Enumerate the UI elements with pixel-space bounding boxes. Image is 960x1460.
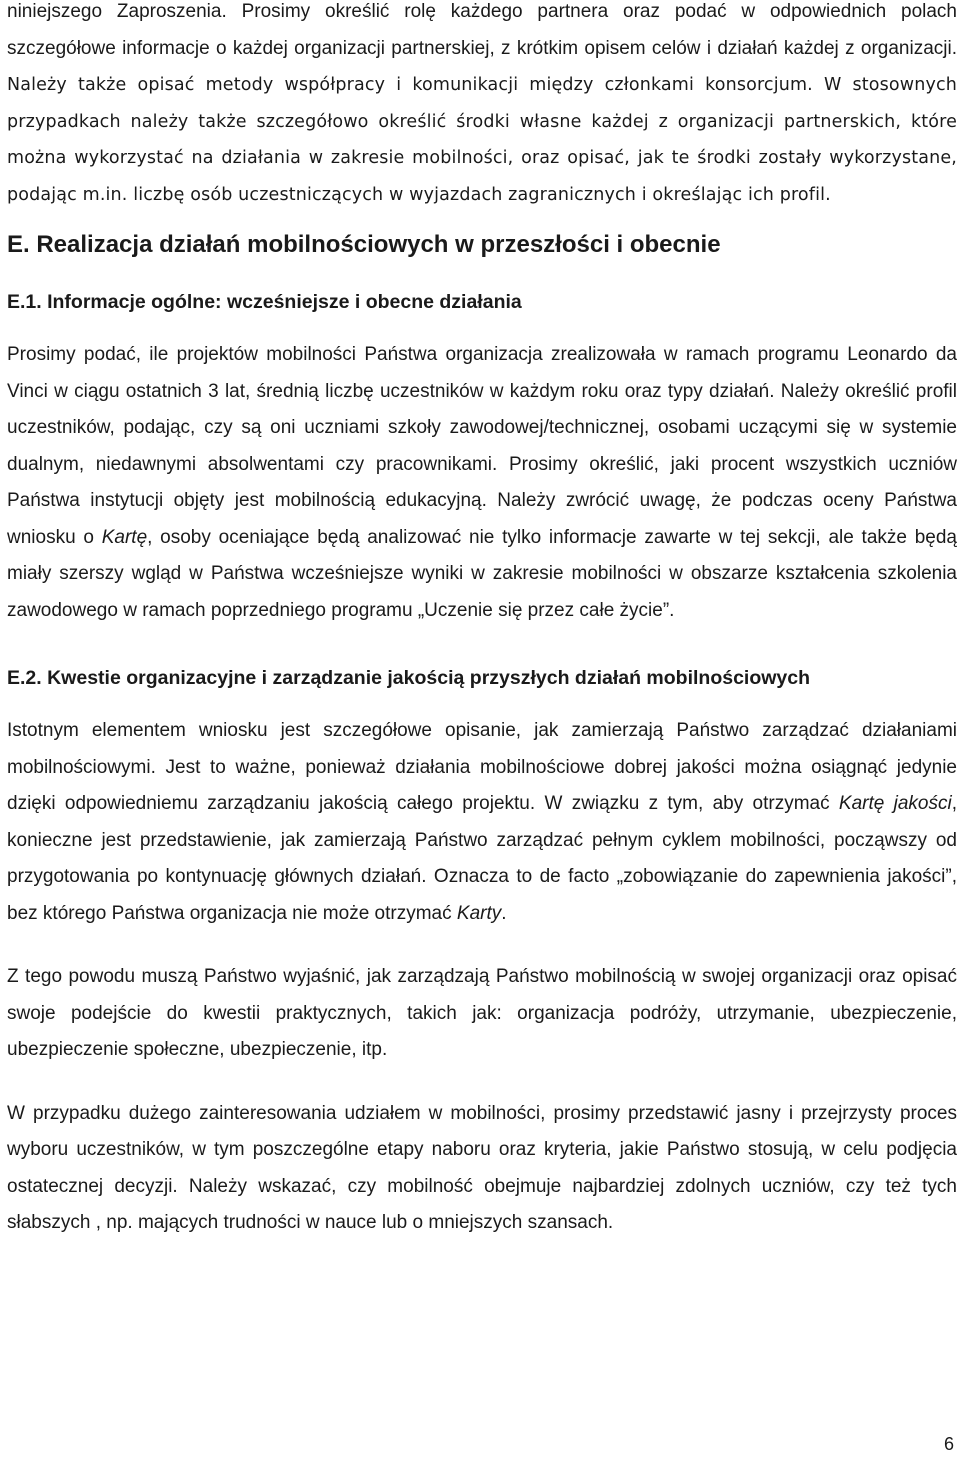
section-e1-heading: E.1. Informacje ogólne: wcześniejsze i obecne działania [7, 291, 522, 313]
e1-italic-karte: Kartę [101, 526, 148, 548]
intro-text-part2: Należy także opisać metody współpracy i komunikacji między członkami konsorcjum. [7, 75, 813, 95]
document-page [7, 0, 957, 1242]
section-e2-paragraph-2: Z tego powodu muszą Państwo wyjaśnić, jak zarządzają Państwo mobilnością w swojej organizacji oraz opisać swoje podejście do kwestii praktycznych, takich jak: organizacja podróży, utrzymanie, ubezpieczenie, ubezpieczenie społeczne, ubezpieczenie, itp. [7, 966, 957, 1060]
e2p1-text-part1: Istotnym elementem wniosku jest szczegółowe opisanie, jak zamierzają Państwo zarządzać działaniami mobilnościowymi. Jest to ważne, ponieważ działania mobilnościowe dobrej jakości można osiągnąć jedynie dzięki odpowiedniemu zarządzaniu jakością całego projektu. W związku z tym, aby otrzymać [7, 720, 957, 814]
intro-text-part3: W stosownych przypadkach należy także szczegółowo określić środki własne każdej z organizacji partnerskich, które można wykorzystać na działania w zakresie mobilności, oraz opisać, jak te środki zostały wykorzystane, podając m.in. liczbę osób uczestniczących w wyjazdach zagranicznych i określając ich profil. [7, 75, 957, 205]
section-e1-paragraph [7, 337, 957, 629]
intro-text-part1: niniejszego Zaproszenia. Prosimy określić rolę każdego partnera oraz podać w odpowiednich polach szczegółowe informacje o każdej organizacji partnerskiej, z krótkim opisem celów i działań każdej z organizacji. [7, 1, 957, 59]
e1-text-part2: , osoby oceniające będą analizować nie tylko informacje zawarte w tej sekcji, ale także będą miały szerszy wgląd w Państwa wcześniejsze wyniki w zakresie mobilności w obszarze kształcenia szkolenia zawodowego w ramach poprzedniego programu „Uczenie się przez całe życie”. [7, 526, 957, 621]
e2p1-text-part2: , konieczne jest przedstawienie, jak zamierzają Państwo zarządzać pełnym cyklem mobilności, począwszy od przygotowania po kontynuację głównych działań. Oznacza to de facto „zobowiązanie do zapewnienia jakości”, bez którego Państwa organizacja nie może otrzymać [7, 793, 957, 924]
e2p1-text-part3: . [501, 902, 507, 924]
section-e2-paragraph-1 [7, 713, 957, 932]
e2p1-italic-karty: Karty [456, 902, 502, 924]
intro-paragraph [7, 0, 957, 213]
e2p1-italic-karte-jakosci: Kartę jakości [838, 793, 952, 814]
section-e-heading: E. Realizacja działań mobilnościowych w przeszłości i obecnie [7, 231, 721, 258]
e1-text-part1: Prosimy podać, ile projektów mobilności Państwa organizacja zrealizowała w ramach programu Leonardo da Vinci w ciągu ostatnich 3 lat, średnią liczbę uczestników w każdym roku oraz typy działań. Należy określić profil uczestników, podając, czy są oni uczniami szkoły zawodowej/technicznej, osobami uczącymi się w systemie dualnym, niedawnymi absolwentami czy pracownikami. Prosimy określić, jaki procent wszystkich uczniów Państwa instytucji objęty jest mobilnością edukacyjną. Należy zwrócić uwagę, że podczas oceny Państwa wniosku o [7, 344, 957, 548]
section-e2-paragraph-3: W przypadku dużego zainteresowania udziałem w mobilności, prosimy przedstawić jasny i przejrzysty proces wyboru uczestników, w tym poszczególne etapy naboru oraz kryteria, jakie Państwo stosują, w celu podjęcia ostatecznej decyzji. Należy wskazać, czy mobilność obejmuje najbardziej zdolnych uczniów, czy też tych słabszych , np. mających trudności w nauce lub o mniejszych szansach. [7, 1102, 957, 1233]
page-number: 6 [943, 1434, 954, 1454]
section-e2-heading: E.2. Kwestie organizacyjne i zarządzanie jakością przyszłych działań mobilnościowych [7, 667, 811, 689]
